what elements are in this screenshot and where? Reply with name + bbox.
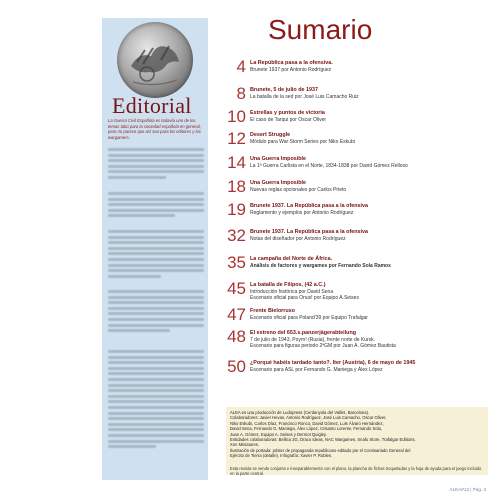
blurred-text-block bbox=[108, 192, 204, 220]
credit-line: Xon Miniatures. bbox=[230, 442, 260, 448]
toc-title: Estrellas y puntos de victoria bbox=[250, 110, 325, 116]
toc-subtitle: Módulo para War Storm Series por Niko Eskubi bbox=[250, 138, 355, 145]
credit-line: Juan A. Gómez, Equipo A. Seises y Dermot Quigley. bbox=[230, 431, 327, 437]
toc-subtitle: Brunete 1937 por Antonio Rodríguez bbox=[250, 66, 332, 73]
credit-line: Entidades colaboradoras: Bellica 3G, Draco Ideas, NAC Wargames, Snafu Store, Trafalgar Editions, bbox=[230, 437, 416, 443]
sumario-heading: Sumario bbox=[268, 14, 373, 45]
toc-page-number: 12 bbox=[227, 129, 246, 148]
toc-subtitle: Escenario para ASL por Fernando G. Maniega y Álex López bbox=[250, 366, 383, 373]
blurred-text-block bbox=[108, 148, 204, 182]
editorial-intro: La Guerra Civil Española es todavía uno de los temas tabú para la sociedad española en general, pero no parece que así sea para los editores y los wargamers. bbox=[108, 118, 201, 140]
toc-subtitle: 7 de julio de 1943, Poyrn! (Rusia), frente norte de Kursk. bbox=[250, 336, 376, 343]
toc-subtitle-2: Escenario para figuras periodo 2ªGM por Juan A. Gómez Bautista bbox=[250, 343, 396, 349]
toc-page-number: 4 bbox=[236, 57, 246, 76]
credits-box bbox=[226, 407, 488, 475]
toc-subtitle: Notas del diseñador por Antonio Rodríguez bbox=[250, 235, 346, 242]
credit-line: Ilustración de portada: póster de propaganda republicano editado por el Comisariado General del bbox=[230, 447, 411, 453]
toc-page-number: 50 bbox=[227, 357, 246, 376]
toc-title: Brunete, 5 de julio de 1937 bbox=[250, 87, 319, 93]
credit-line: ALEA es una producción de Ludopress (Cerdanyola del Vallès, Barcelona). bbox=[230, 410, 370, 415]
toc-page-number: 45 bbox=[227, 279, 246, 298]
editorial-heading: Editorial bbox=[112, 93, 192, 118]
credit-line: Colaboradores: Javier Hevas, Antonio Rodríguez, José Luis Camacho, Oscar Oliver, bbox=[230, 415, 387, 421]
toc-subtitle: Reglamento y ejemplos por Antonio Rodríguez bbox=[250, 209, 354, 216]
toc-subtitle: La 1ª Guerra Carlista en el Norte, 1834-1838 por David Gómez Relloso bbox=[250, 162, 408, 169]
toc-page-number: 18 bbox=[227, 177, 246, 196]
toc-page-number: 47 bbox=[227, 305, 246, 324]
chariot-relief-icon bbox=[117, 22, 193, 98]
page-footer: ALEA#13 | Pág. 3 bbox=[449, 487, 486, 492]
bundle-note: Esta revista se vende conjunta e inseparablemente con el plano, la plancha de fichas troqueladas y la hoja de ayuda para el juego incluido en la parte central. bbox=[230, 466, 482, 477]
toc-page-number: 48 bbox=[227, 327, 246, 346]
credit-line: Niko Eskubi, Carlos Díaz, Francisco Ronco, David Gómez, Luis Álvaro Hernández, bbox=[230, 420, 384, 426]
toc-subtitle: La batalla de la sed por José Luis Camacho Ruiz bbox=[250, 93, 359, 100]
blurred-text-block bbox=[108, 290, 204, 335]
toc-subtitle: Nuevas reglas opcionales por Carlos Prieto bbox=[250, 186, 347, 193]
toc-title: La República pasa a la ofensiva. bbox=[250, 60, 333, 66]
credit-line: Ejército de Tierra (detalle). Infografía: Xavier P. Robles. bbox=[230, 453, 333, 459]
toc-title: ¿Porqué habéis tardado tanto?. Iter (Austria), 6 de mayo de 1945 bbox=[250, 360, 416, 366]
toc-subtitle-2: Escenario oficial para Onus! por Equipo A.Seises bbox=[250, 295, 359, 301]
toc-page-number: 8 bbox=[236, 84, 246, 103]
blurred-text-block bbox=[108, 230, 204, 280]
toc-title: Desert Struggle bbox=[250, 132, 291, 138]
toc-title: Brunete 1937. La República pasa a la ofensiva bbox=[250, 229, 369, 235]
coin-image bbox=[117, 22, 193, 98]
toc-title: Una Guerra Imposible bbox=[250, 156, 307, 162]
toc-subtitle: Escenario oficial para Poland'39 por Equipo Trafalgar bbox=[250, 314, 368, 321]
toc-subtitle: Análisis de factores y wargames por Fernando Sola Ramos bbox=[250, 262, 391, 269]
toc-title: La batalla de Filipos, (42 a.C.) bbox=[250, 282, 326, 288]
credit-line: David Sena, Fernando G. Maniega, Álex López, Crisanto Lorente, Fernando Sola, bbox=[230, 426, 383, 432]
toc-subtitle: El caso de Tarqui por Oscar Oliver bbox=[250, 116, 327, 123]
toc-title: Frente Bielorruso bbox=[250, 308, 295, 314]
blurred-text-block bbox=[108, 350, 204, 451]
toc-page-number: 14 bbox=[227, 153, 246, 172]
toc-title: El estreno del 653.s.panzerjägerabteilung bbox=[250, 330, 357, 336]
toc-page-number: 19 bbox=[227, 200, 246, 219]
toc-subtitle: Introducción histórica por David Sena bbox=[250, 288, 334, 295]
toc-title: La campaña del Norte de África. bbox=[250, 256, 333, 262]
toc-page-number: 35 bbox=[227, 253, 246, 272]
toc-title: Brunete 1937. La República pasa a la ofensiva bbox=[250, 203, 369, 209]
toc-page-number: 32 bbox=[227, 226, 246, 245]
toc-title: Una Guerra Imposible bbox=[250, 180, 307, 186]
toc-page-number: 10 bbox=[227, 107, 246, 126]
